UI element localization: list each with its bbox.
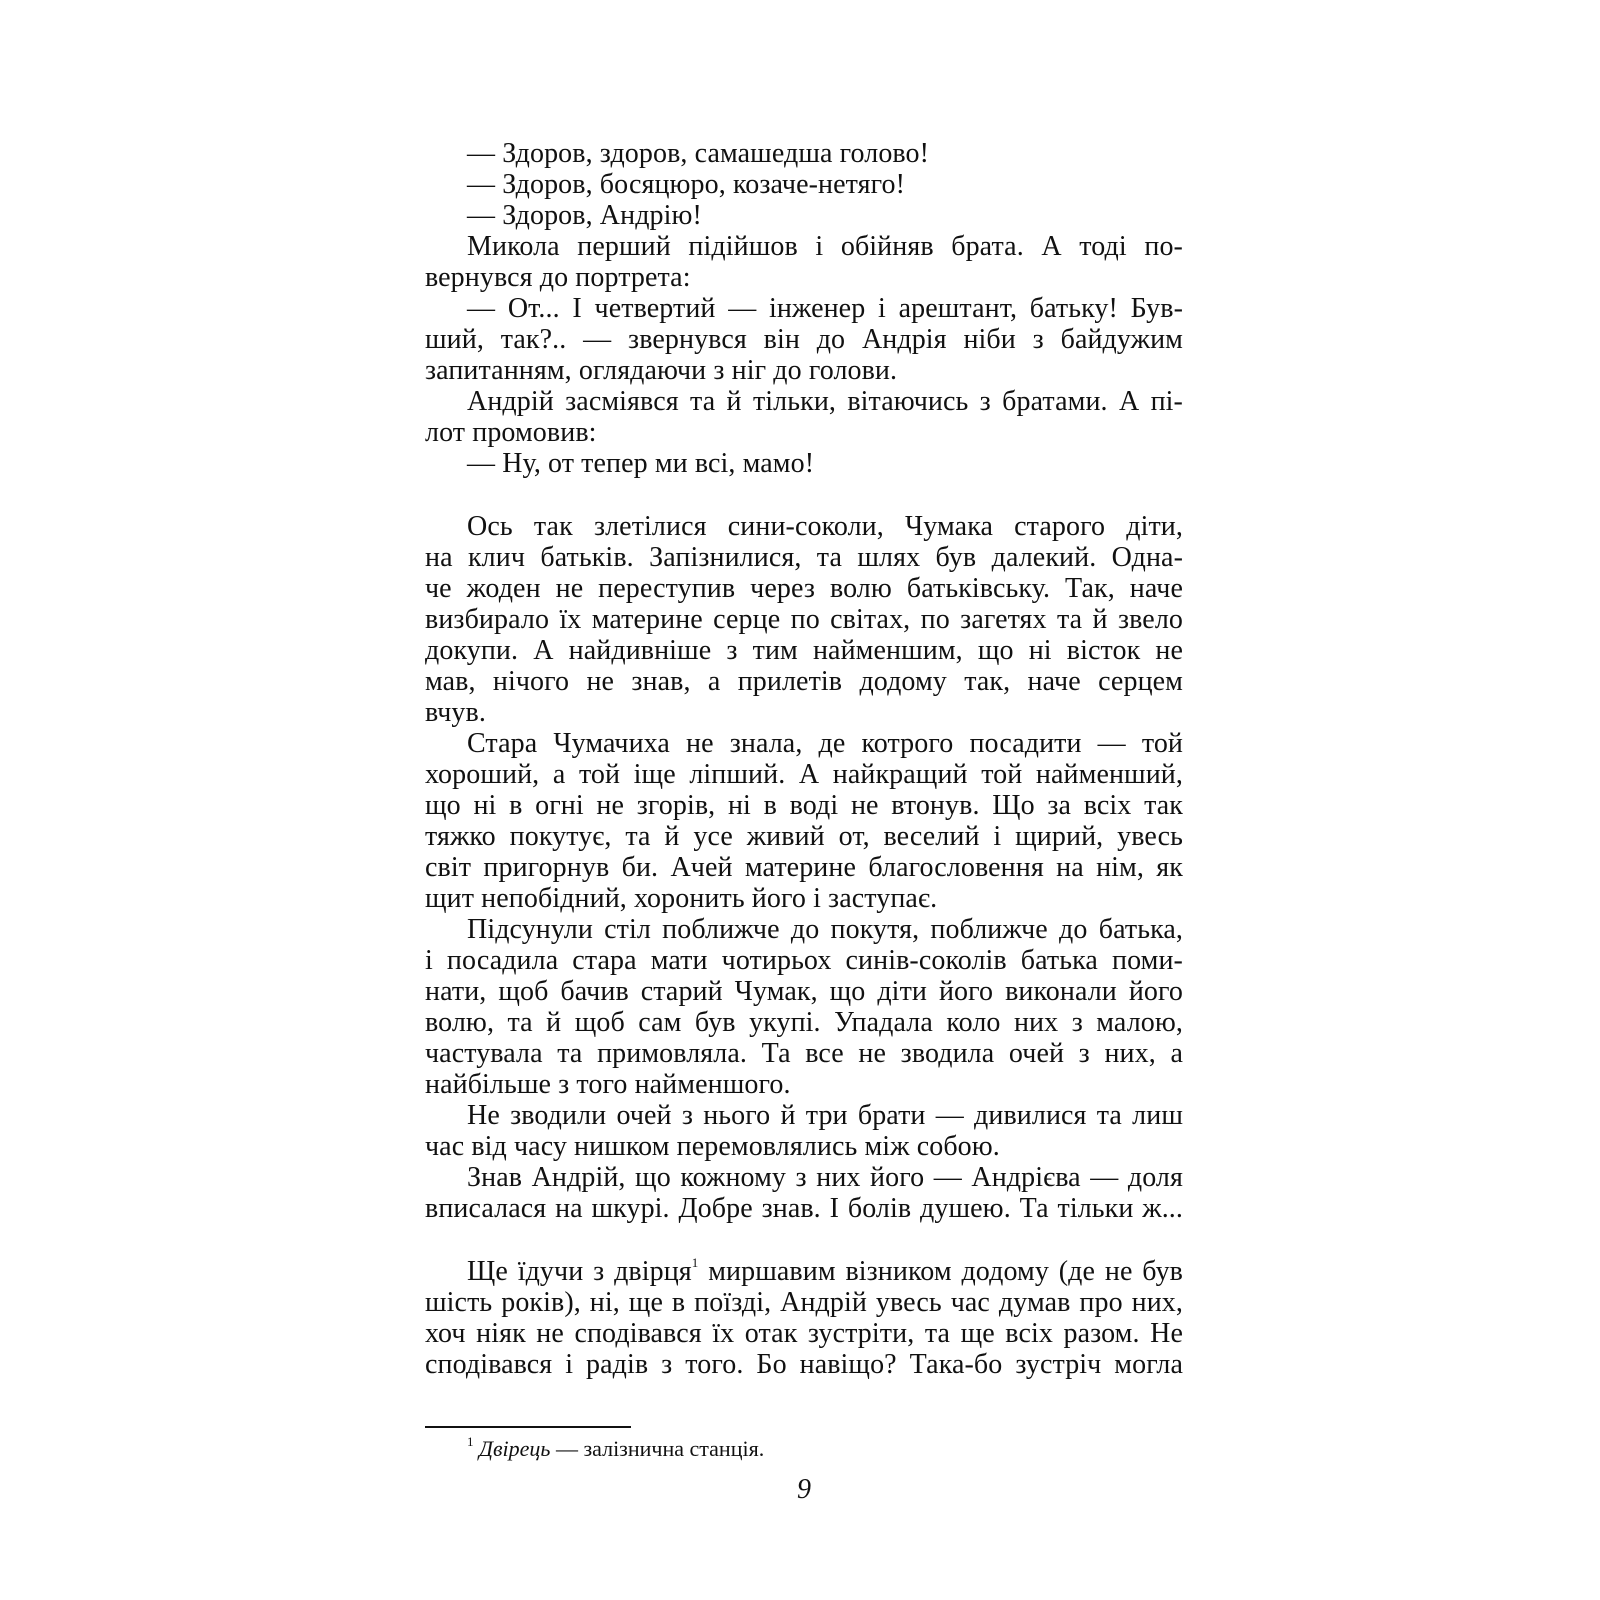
text-line: — Ну, от тепер ми всі, мамо!: [467, 448, 815, 479]
text-line: Не зводили очей з нього й три брати — дивилися та лиш: [467, 1100, 1183, 1131]
text-line-with-footnote: [425, 1256, 1183, 1287]
page-body: [425, 138, 1183, 1380]
text-line: найбільше з того найменшого.: [425, 1069, 791, 1100]
text-line: мав, нічого не знав, а прилетів додому так, наче серцем: [425, 666, 1183, 697]
text-line: Андрій засміявся та й тільки, вітаючись з братами. А пі-: [467, 386, 1183, 417]
text-line: сподівався і радів з того. Бо навіщо? Така-бо зустріч могла: [425, 1349, 1183, 1380]
text-line: — Здоров, Андрію!: [467, 200, 702, 231]
text-line: лот промовив:: [425, 417, 597, 448]
text-line: Ось так злетілися сини-соколи, Чумака старого діти,: [467, 511, 1183, 542]
text-line: хороший, а той іще ліпший. А найкращий той найменший,: [425, 759, 1183, 790]
text-line: запитанням, оглядаючи з ніг до голови.: [425, 355, 898, 386]
text-line: Знав Андрій, що кожному з них його — Андрієва — доля: [467, 1162, 1183, 1193]
text-line: тяжко покутує, та й усе живий от, веселий і щирий, увесь: [425, 821, 1183, 852]
text-line: час від часу нишком перемовлялись між собою.: [425, 1131, 1000, 1162]
text-line: докупи. А найдивніше з тим найменшим, що ні вісток не: [425, 635, 1183, 666]
text-line: че жоден не переступив через волю батьківську. Так, наче: [425, 573, 1183, 604]
footnote-reference: 1: [691, 1255, 699, 1270]
text-line: і посадила стара мати чотирьох синів-соколів батька поми-: [425, 945, 1183, 976]
text-line: Підсунули стіл поближче до покутя, поближче до батька,: [467, 914, 1183, 945]
text-line: — Здоров, здоров, самашедша голово!: [467, 138, 930, 169]
text-line: хоч ніяк не сподівався їх отак зустріти, та ще всіх разом. Не: [425, 1318, 1183, 1349]
footnote-divider: [425, 1426, 631, 1428]
text-line: на клич батьків. Запізнилися, та шлях був далекий. Одна-: [425, 542, 1183, 573]
footnote-number: 1: [467, 1434, 474, 1449]
text-line: щит непобідний, хоронить його і заступає.: [425, 883, 938, 914]
footnote-term: Двірець: [479, 1436, 551, 1461]
text-line: що ні в огні не згорів, ні в воді не втонув. Що за всіх так: [425, 790, 1183, 821]
text-line: світ пригорнув би. Ачей материне благословення на нім, як: [425, 852, 1183, 883]
text-line: нати, щоб бачив старий Чумак, що діти його виконали його: [425, 976, 1183, 1007]
footnote-text: — залізнична станція.: [550, 1436, 765, 1461]
text-segment: миршавим візником додому (де не був: [708, 1256, 1183, 1287]
text-line: визбирало їх материне серце по світах, по загетях та й звело: [425, 604, 1183, 635]
text-line: вернувся до портрета:: [425, 262, 691, 293]
text-segment: Ще їдучи з двірця: [467, 1256, 692, 1287]
text-line: — Здоров, босяцюро, козаче-нетяго!: [467, 169, 906, 200]
footnote: [467, 1434, 764, 1464]
text-line: Стара Чумачиха не знала, де котрого посадити — той: [467, 728, 1183, 759]
text-line: волю, та й щоб сам був укупі. Упадала коло них з малою,: [425, 1007, 1183, 1038]
text-line: шість років), ні, ще в поїзді, Андрій увесь час думав про них,: [425, 1287, 1183, 1318]
text-line: вчув.: [425, 697, 486, 728]
text-line: Микола перший підійшов і обійняв брата. А тоді по-: [467, 231, 1183, 262]
text-line: ший, так?.. — звернувся він до Андрія ніби з байдужим: [425, 324, 1183, 355]
page-number: 9: [797, 1474, 811, 1505]
text-line: — От... І четвертий — інженер і арештант, батьку! Був-: [467, 293, 1183, 324]
text-line: вписалася на шкурі. Добре знав. І болів душею. Та тільки ж...: [425, 1193, 1183, 1224]
text-line: частувала та примовляла. Та все не зводила очей з них, а: [425, 1038, 1183, 1069]
